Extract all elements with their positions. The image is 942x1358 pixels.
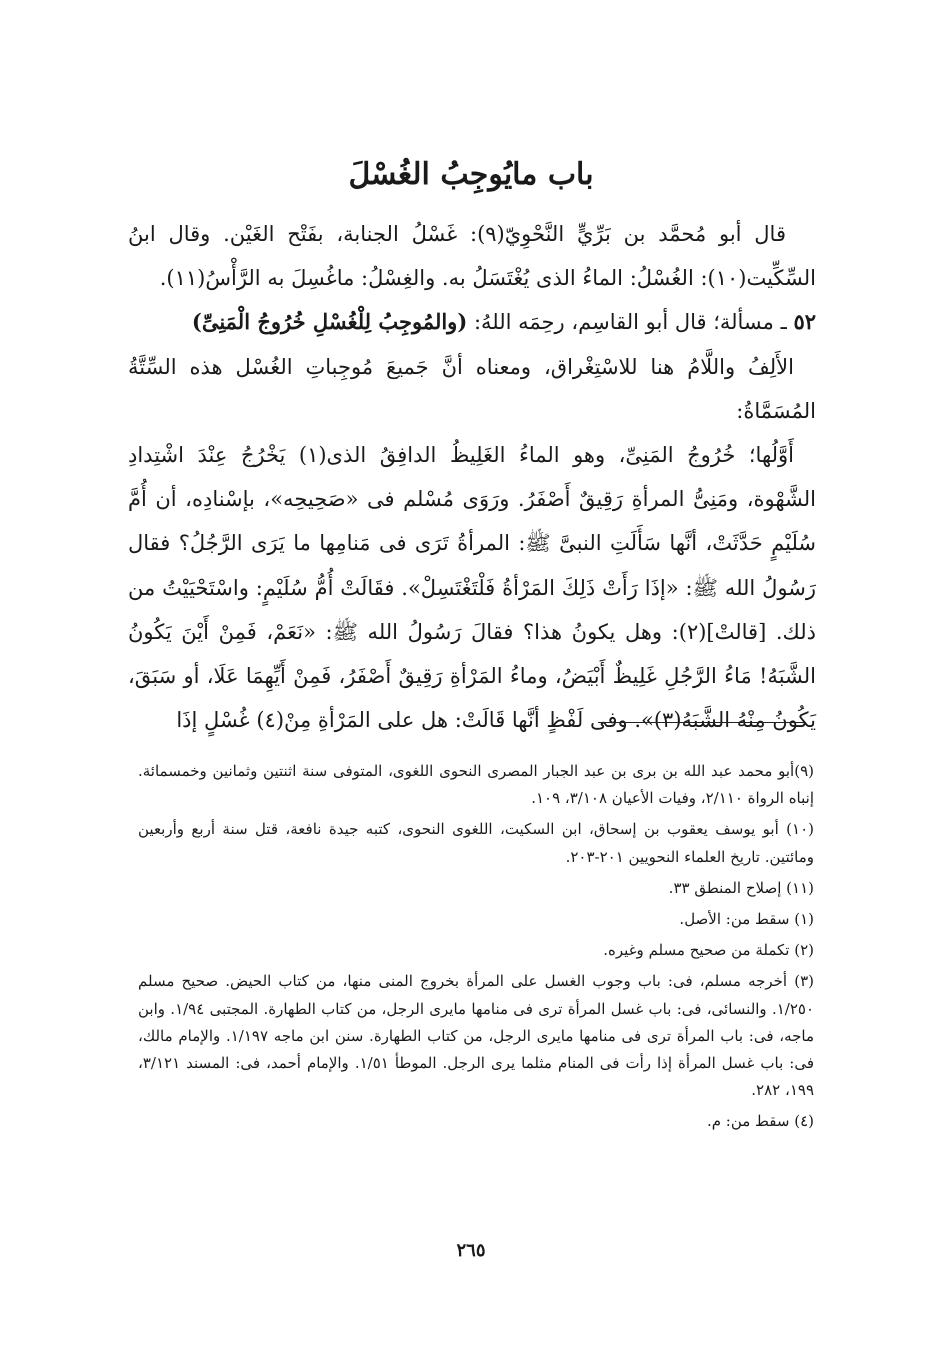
issue-paragraph <box>128 300 816 344</box>
issue-intro: ـ مسألة؛ قال أبو القاسِم، رحِمَه اللهُ: <box>473 310 787 335</box>
footnote-4: (٤) سقط من: م. <box>706 1112 814 1131</box>
footnote-1: (١) سقط من: الأصل. <box>679 910 814 929</box>
paragraph-first-cause: أَوَّلُها؛ خُرُوجُ المَنِىِّ، وهو الماءُ الغَلِيظُ الدافِقُ الذى(١) يَخْرُجُ عِنْدَ اشْتِدادِ الشَّهْوة، ومَنِىُّ المرأةِ رَقِيقٌ أَصْفَرُ. ورَوَى مُسْلم فى «صَحِيحِه»، بإسْنادِه، أن أُمَّ سُلَيْمٍ حَدَّثَتْ، أنَّها سَأَلَتِ النبىَّ ﷺ: المرأةُ تَرَى فى مَنامِها ما يَرَى الرَّجُلُ؟ فقال رَسُولُ الله ﷺ: «إذَا رَأَتْ ذَلِكَ المَرْأةُ فَلْتَغْتَسِلْ». فقَالَتْ أُمُّ سُلَيْمٍ: واسْتَحْيَيْتُ من ذلك. [قالتْ](٢): وهل يكونُ هذا؟ فقالَ رَسُولُ الله ﷺ: «نَعَمْ، فَمِنْ أَيْنَ يَكُونُ الشَّبَهُ! مَاءُ الرَّجُلِ غَلِيظٌ أَبْيَضُ، وماءُ المَرْأةِ رَقِيقٌ أَصْفَرُ، فَمِنْ أَيِّهِمَا عَلَا، أو سَبَقَ، يَكُونُ مِنْهُ الشَّبَهُ(٣)». وفى لَفْظٍ أنَّها قَالَتْ: هل على المَرْأةِ مِنْ(٤) غُسْلٍ إذَا <box>128 443 816 733</box>
intro-paragraph: قال أبو مُحمَّد بن بَرِّيٍّ النَّحْوِيّ(٩): غَسْلُ الجنابة، بفَتْح الغَيْن. وقال ابنُ السِّكِّيت(١٠): الغُسْلُ: الماءُ الذى يُغْتَسَلُ به. والغِسْلُ: ماغُسِلَ به الرَّأْسُ(١١). <box>128 222 816 291</box>
main-text <box>128 212 816 742</box>
footnote-divider <box>598 722 804 723</box>
footnote-3: (٣) أخرجه مسلم، فى: باب وجوب الغسل على المرأة بخروج المنى منها، من كتاب الحيض. صحيح مسلم ١/٢٥٠. والنسائى، فى: باب غسل المرأة ترى فى منامها مايرى الرجل، من كتاب الطهارة. المجتبى ١/٩٤. وابن ماجه، فى: باب المرأة ترى فى منامها مايرى الرجل، من كتاب الطهارة. سنن ابن ماجه ١/١٩٧. والإمام مالك، فى: باب غسل المرأة إذا رأت فى المنام مثلما يرى الرجل. الموطأ ١/٥١. والإمام أحمد، فى: المسند ٣/١٢١، ١٩٩، ٢٨٢. <box>138 972 814 1100</box>
page-number: ٢٦٥ <box>456 1240 486 1261</box>
footnotes <box>138 758 814 1140</box>
chapter-title: باب مايُوجِبُ الغُسْلَ <box>348 157 594 192</box>
footnote-11: (١١) إصلاح المنطق ٣٣. <box>668 878 814 897</box>
issue-quote: (والمُوجِبُ لِلْغُسْلِ خُرُوجُ الْمَنِىِّ) <box>191 309 468 335</box>
issue-number: ٥٢ <box>793 309 816 335</box>
footnote-9: (٩)أبو محمد عبد الله بن برى بن عبد الجبار المصرى النحوى اللغوى، المتوفى سنة اثنتين وثمانين وخمسمائة. إنباه الرواة ٢/١١٠، وفيات الأعيان ٣/١٠٨، ١٠٩. <box>138 762 814 808</box>
footnote-2: (٢) تكملة من صحيح مسلم وغيره. <box>603 941 814 960</box>
footnote-10: (١٠) أبو يوسف يعقوب بن إسحاق، ابن السكيت، اللغوى النحوى، كتبه جيدة نافعة، قتل سنة أربع وأربعين ومائتين. تاريخ العلماء النحويين ٢٠١-٢٠٣. <box>138 820 814 866</box>
paragraph-definition: الأَلِفُ واللَّامُ هنا للاسْتِغْراق، ومعناه أنَّ جَميعَ مُوجِباتِ الغُسْل هذه السِّتَّةُ المُسَمَّاةُ: <box>128 354 816 423</box>
